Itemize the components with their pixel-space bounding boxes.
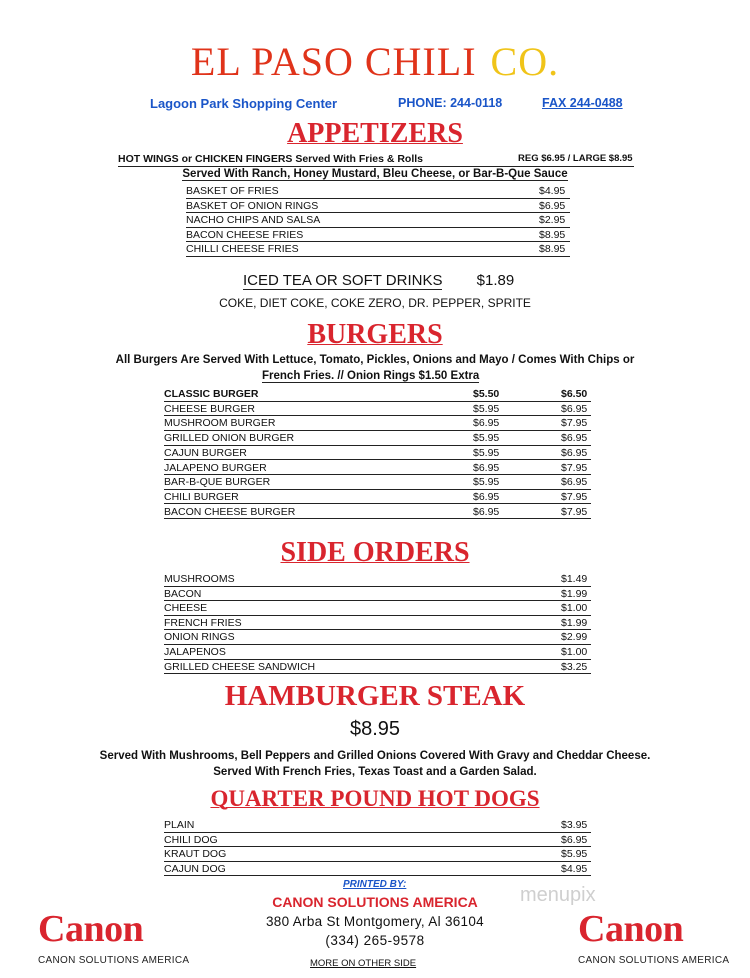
appetizer-price: $8.95 [539,228,566,241]
burger-row [164,446,591,461]
appetizer-row [186,184,570,199]
burger-row [164,475,591,490]
side-name: GRILLED CHEESE SANDWICH [164,660,316,673]
side-row [164,572,591,587]
burger-price2: $7.95 [561,461,588,474]
burger-name: CLASSIC BURGER [164,388,259,400]
burger-name: MUSHROOM BURGER [164,417,276,430]
appetizer-name: BASKET OF FRIES [186,185,279,197]
canon-sub-right: CANON SOLUTIONS AMERICA [578,955,730,966]
hotdogs-heading: QUARTER POUND HOT DOGS [210,786,540,811]
appetizer-name: CHILLI CHEESE FRIES [186,243,299,256]
side-name: FRENCH FRIES [164,616,242,629]
hotdog-name: PLAIN [164,819,195,831]
appetizer-row [186,242,570,257]
side-name: JALAPENOS [164,646,226,658]
side-name: MUSHROOMS [164,573,235,585]
side-name: CHEESE [164,602,208,615]
wings-prices: REG $6.95 / LARGE $8.95 [518,153,633,164]
burger-price2: $6.95 [561,446,588,459]
burgers-heading: BURGERS [307,319,443,350]
burger-row [164,387,591,402]
burger-price2: $7.95 [561,417,588,430]
sides-heading: SIDE ORDERS [280,537,470,568]
appetizer-price: $2.95 [539,214,566,227]
restaurant-title [0,38,750,85]
appetizer-name: BASKET OF ONION RINGS [186,199,319,212]
appetizer-price: $6.95 [539,199,566,212]
hotdog-name: CHILI DOG [164,833,218,846]
wings-underline [118,166,634,167]
burger-name: CHEESE BURGER [164,402,256,415]
side-price: $1.00 [561,602,588,615]
sauce-line [0,168,750,180]
canon-sub-left: CANON SOLUTIONS AMERICA [38,955,190,966]
title-part1: EL PASO CHILI [190,39,477,84]
burger-name: CAJUN BURGER [164,446,247,459]
burger-price2: $6.50 [561,388,588,400]
burger-name: GRILLED ONION BURGER [164,432,295,445]
menupix-watermark: menupix [520,884,596,906]
appetizer-row [186,228,570,243]
burger-price1: $6.95 [473,505,500,518]
hotdog-row [164,818,591,833]
canon-logo-left: Canon [38,908,144,950]
drinks-label: ICED TEA OR SOFT DRINKS [243,272,443,289]
hotdog-name: KRAUT DOG [164,848,227,861]
hotdog-row [164,862,591,877]
appetizer-name: BACON CHEESE FRIES [186,228,304,241]
side-row [164,601,591,616]
sauce-text: Served With Ranch, Honey Mustard, Bleu Cheese, or Bar-B-Que Sauce [182,168,568,180]
drinks-price: $1.89 [476,272,515,289]
burger-row [164,505,591,520]
side-row [164,630,591,645]
side-price: $1.49 [561,573,588,585]
side-row [164,587,591,602]
burger-price2: $7.95 [561,490,588,503]
appetizer-price: $8.95 [539,243,566,256]
side-price: $1.99 [561,587,588,600]
side-price: $3.25 [561,660,588,673]
steak-heading: HAMBURGER STEAK [224,680,526,712]
hotdog-row [164,833,591,848]
appetizer-row [186,213,570,228]
burger-price1: $5.50 [473,388,500,400]
burger-row [164,431,591,446]
phone-text: PHONE: 244-0118 [398,96,503,110]
burger-price1: $5.95 [473,402,500,415]
hotdog-price: $6.95 [561,833,588,846]
burger-price2: $6.95 [561,476,588,489]
printer-company: CANON SOLUTIONS AMERICA [272,894,478,910]
steak-desc2: Served With French Fries, Texas Toast and a Garden Salad. [213,766,537,778]
wings-line: HOT WINGS or CHICKEN FINGERS Served With Fries & Rolls [118,153,424,165]
burger-price2: $7.95 [561,505,588,518]
burger-price1: $5.95 [473,476,500,489]
printer-phone: (334) 265-9578 [325,933,425,948]
burger-row [164,490,591,505]
printed-by: PRINTED BY: [343,879,407,890]
burger-price1: $5.95 [473,432,500,445]
hotdog-name: CAJUN DOG [164,862,226,875]
side-price: $1.99 [561,616,588,629]
fax-text: FAX 244-0488 [542,96,623,110]
more-on-other-side: MORE ON OTHER SIDE [310,958,417,969]
steak-price: $8.95 [350,718,401,740]
hotdog-price: $4.95 [561,862,588,875]
burger-name: BAR-B-QUE BURGER [164,476,271,489]
hotdog-price: $3.95 [561,819,588,831]
side-name: ONION RINGS [164,631,235,644]
side-price: $2.99 [561,631,588,644]
appetizer-price: $4.95 [539,185,566,197]
burger-price2: $6.95 [561,432,588,445]
burger-row [164,461,591,476]
burger-name: JALAPENO BURGER [164,461,267,474]
steak-desc1: Served With Mushrooms, Bell Peppers and Grilled Onions Covered With Gravy and Cheddar Cheese. [99,750,651,762]
burger-price1: $5.95 [473,446,500,459]
burger-row [164,416,591,431]
hotdog-row [164,847,591,862]
burger-name: CHILI BURGER [164,490,239,503]
drinks-line [243,272,514,289]
location-text: Lagoon Park Shopping Center [150,96,338,111]
drinks-list: COKE, DIET COKE, COKE ZERO, DR. PEPPER, SPRITE [219,296,531,310]
burger-row [164,402,591,417]
title-part2: CO. [490,39,560,84]
side-name: BACON [164,587,202,600]
burger-price2: $6.95 [561,402,588,415]
side-row [164,645,591,660]
appetizers-heading: APPETIZERS [287,118,463,149]
appetizer-name: NACHO CHIPS AND SALSA [186,214,321,227]
burger-name: BACON CHEESE BURGER [164,505,296,518]
side-row [164,660,591,675]
printer-address: 380 Arba St Montgomery, Al 36104 [266,914,484,929]
burger-price1: $6.95 [473,461,500,474]
burger-price1: $6.95 [473,490,500,503]
hotdog-price: $5.95 [561,848,588,861]
burgers-note1: All Burgers Are Served With Lettuce, Tomato, Pickles, Onions and Mayo / Comes With Chips or [115,354,635,366]
burgers-note2: French Fries. // Onion Rings $1.50 Extra [262,370,480,382]
appetizer-row [186,199,570,214]
burger-price1: $6.95 [473,417,500,430]
canon-logo-right: Canon [578,908,684,950]
side-price: $1.00 [561,646,588,658]
side-row [164,616,591,631]
